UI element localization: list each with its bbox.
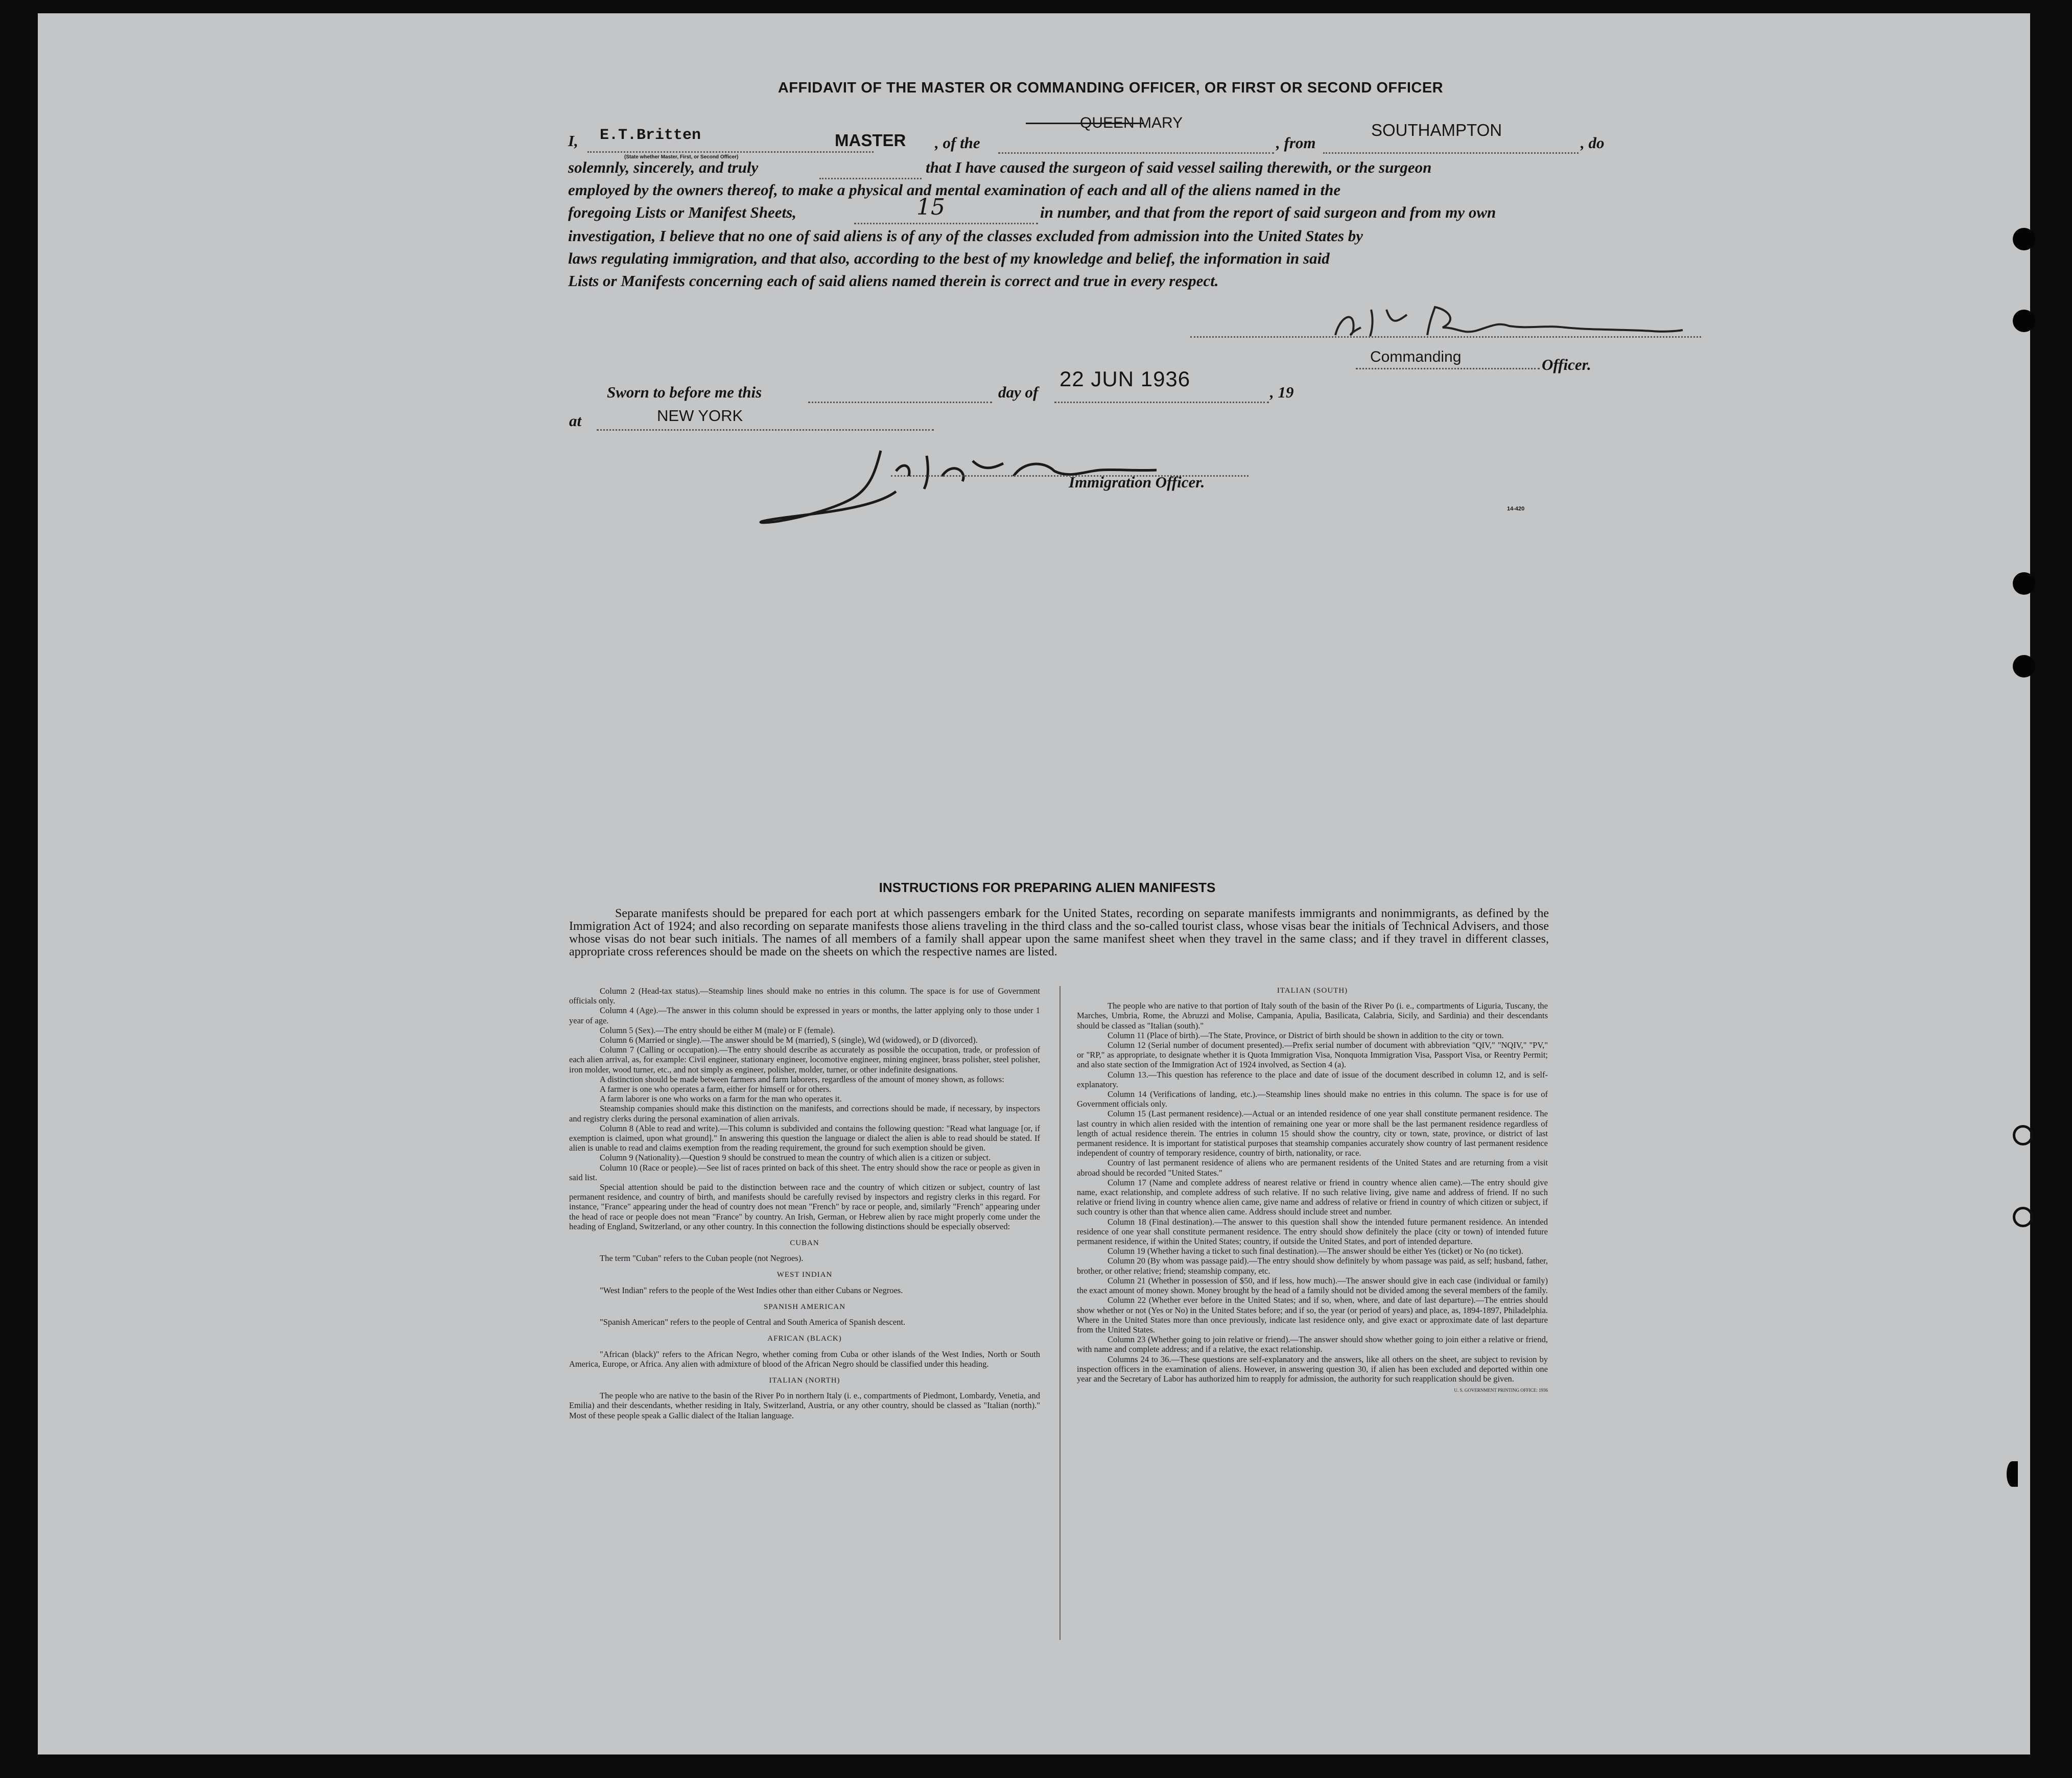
officer-name-line (587, 151, 874, 153)
italian-north-para: The people who are native to the basin of the River Po in northern Italy (i. e., compartments of Piedmont, Lombardy, Venetia, and Emilia) and their descendants, whether residing in Italy, Switzerland, Austria, or any other country, should be classed as "Italian (north)." Most of these people speak a Gallic dialect of the Italian language. (569, 1391, 1040, 1420)
line2-blank (819, 178, 922, 179)
affidavit-i: I, (568, 132, 578, 150)
manifest-sheet (38, 13, 2030, 1754)
west-indian-para: "West Indian" refers to the people of the West Indies other than either Cubans or Negroes. (600, 1285, 903, 1295)
sheet-count-line (854, 223, 1038, 224)
left-para: Column 8 (Able to read and write).—This column is subdivided and contains the following question: "Read what language [or, if exemption is claimed, upon what ground]." In answering this question the language or dialect the alien is able to read should be stated. If alien is unable to read and claims exemption from the reading requirement, the ground for such exemption should be given. (569, 1123, 1040, 1153)
affidavit-line2-start: solemnly, sincerely, and truly (568, 158, 759, 176)
sworn-day-line (808, 402, 992, 403)
binder-hole (2013, 310, 2035, 332)
binder-hole (2007, 1461, 2018, 1487)
heading-african: AFRICAN (BLACK) (767, 1335, 842, 1343)
right-para: The people who are native to that portion of Italy south of the basin of the River Po (i. e., compartments of Liguria, Tuscany, the Marches, Umbria, Rome, the Abruzzi and Molise, Campania, Apulia, Basilicata, Calabria, Sicily, and Sardinia) and their descendants should be classed as "Italian (south)." (1077, 1001, 1548, 1031)
affidavit-title: AFFIDAVIT OF THE MASTER OR COMMANDING OFFICER, OR FIRST OR SECOND OFFICER (778, 80, 1444, 96)
right-para: Column 14 (Verifications of landing, etc.).—Steamship lines should make no entries in this column. The space is for use of Government officials only. (1077, 1089, 1548, 1109)
officer-name: E.T.Britten (600, 127, 701, 144)
affidavit-do: , do (1581, 134, 1605, 152)
sworn-place-line (597, 429, 934, 431)
rank-note: (State whether Master, First, or Second Officer) (624, 154, 739, 160)
right-para: Column 12 (Serial number of document presented).—Prefix serial number of document with abbreviation "QIV," "NQIV," "PV," or "RP," as appropriate, to designate whether it is Quota Immigration Visa, Nonquota Immigration Visa, Passport Visa, or Reentry Permit; and also state section of the Immigration Act of 1924 involved, as Section 4 (a). (1077, 1040, 1548, 1070)
affidavit-line3: employed by the owners thereof, to make a physical and mental examination of each and all of the aliens named in the (568, 181, 1341, 199)
right-para: Column 20 (By whom was passage paid).—The entry should show definitely by whom passage was paid, as self; husband, father, brother, or other relative; friend; steamship company, etc. (1077, 1256, 1548, 1276)
heading-west-indian: WEST INDIAN (776, 1271, 833, 1279)
instructions-title: INSTRUCTIONS FOR PREPARING ALIEN MANIFESTS (879, 880, 1216, 895)
cuban-para: The term "Cuban" refers to the Cuban people (not Negroes). (600, 1253, 804, 1264)
left-para: A farm laborer is one who works on a farm for the man who operates it. (600, 1094, 842, 1104)
departure-port: SOUTHAMPTON (1371, 121, 1502, 139)
form-number: 14-420 (1507, 506, 1525, 512)
commanding-line (1356, 368, 1540, 369)
officer-rank: MASTER (835, 131, 906, 150)
sheet-count: 15 (916, 194, 945, 220)
sworn-at: at (569, 412, 582, 430)
left-para: Steamship companies should make this distinction on the manifests, and corrections should be made, if necessary, by inspectors and registry clerks during the personal examination of alien arrivals. (569, 1104, 1040, 1124)
left-para: Column 9 (Nationality).—Question 9 should be construed to mean the country of which alien is a citizen or subject. (600, 1153, 991, 1163)
instructions-left-column (569, 986, 1040, 1420)
left-para: Column 2 (Head-tax status).—Steamship lines should make no entries in this column. The space is for use of Government officials only. (569, 986, 1040, 1006)
right-para: Column 19 (Whether having a ticket to such final destination).—The answer should be either Yes (ticket) or No (no ticket). (1108, 1246, 1523, 1256)
instructions-right-column (1077, 986, 1548, 1395)
affidavit-line4-end: in number, and that from the report of said surgeon and from my own (1040, 203, 1496, 221)
right-para: Country of last permanent residence of aliens who are permanent residents of the United States and are returning from a visit abroad should be recorded "United States." (1077, 1158, 1548, 1178)
affidavit-line2-end: that I have caused the surgeon of said vessel sailing therewith, or the surgeon (926, 158, 1432, 176)
affidavit-of-the: , of the (935, 134, 980, 152)
right-para: Columns 24 to 36.—These questions are self-explanatory and the answers, like all others on the sheet, are subject to revision by inspection officers in the examination of aliens. However, in answering question 30, if alien has been excluded and deported within one year and the Secretary of Labor has authorized him to reapply for admission, the authority for such reapplication should be given. (1077, 1354, 1548, 1384)
left-para: Column 7 (Calling or occupation).—The entry should describe as accurately as possible the occupation, trade, or profession of each alien arrival, as, for example: Civil engineer, stationary engineer, locomotive engineer, mining engineer, brass polisher, steel polisher, iron molder, wood turner, etc., and not simply as engineer, polisher, molder, turner, or other indefinite designations. (569, 1045, 1040, 1074)
commanding-stamp: Commanding (1370, 348, 1462, 365)
right-para: Column 23 (Whether going to join relative or friend).—The answer should show whether going to join either a relative or friend, with name and complete address; and if a relative, the exact relationship. (1077, 1335, 1548, 1354)
affidavit-from: , from (1276, 134, 1316, 152)
immigration-officer-label: Immigration Officer. (1069, 473, 1205, 491)
left-para: Column 4 (Age).—The answer in this column should be expressed in years or months, the latter applying only to those under 1 year of age. (569, 1005, 1040, 1025)
vessel-name: QUEEN MARY (1080, 114, 1183, 131)
vessel-strike (1026, 123, 1143, 124)
left-para: Special attention should be paid to the distinction between race and the country of which citizen or subject, country of last permanent residence, and country of birth, and manifests should be carefully revised by inspectors and registry clerks in this regard. For instance, "France" appearing under the head of country does not mean "French" by race or people, and, similarly "French" appearing under the head of race or people does not mean "France" by country. An Irish, German, or Hebrew alien by race might properly come under the heading of England, Switzerland, or any other country. In this connection the following distinctions should be especially observed: (569, 1182, 1040, 1231)
sworn-year: , 19 (1270, 383, 1294, 401)
heading-italian-south: ITALIAN (SOUTH) (1277, 987, 1348, 995)
right-para: Column 11 (Place of birth).—The State, Province, or District of birth should be shown in addition to the city or town. (1108, 1030, 1504, 1040)
left-para: A farmer is one who operates a farm, either for himself or for others. (600, 1084, 832, 1094)
heading-spanish-american: SPANISH AMERICAN (763, 1302, 846, 1311)
heading-cuban: CUBAN (790, 1239, 819, 1248)
affidavit-line5: investigation, I believe that no one of said aliens is of any of the classes excluded from admission into the United States by (568, 227, 1363, 245)
left-para: A distinction should be made between farmers and farm laborers, regardless of the amount of money shown, as follows: (600, 1074, 1004, 1084)
binder-hole (2013, 1207, 2033, 1227)
binder-hole (2013, 228, 2035, 250)
column-divider (1059, 986, 1061, 1640)
right-para: Column 18 (Final destination).—The answer to this question shall show the intended future permanent residence. An intended residence of one year shall constitute permanent residence. The entry should show definitely the place (city or town) of intended future permanent residence, if within the United States; country, if outside the United States, and port of intended departure. (1077, 1216, 1548, 1247)
affidavit-line6: laws regulating immigration, and that also, according to the best of my knowledge and belief, the information in said (568, 249, 1330, 267)
right-para: Column 13.—This question has reference to the place and date of issue of the document described in column 12, and is self-explanatory. (1077, 1069, 1548, 1089)
left-para: Column 10 (Race or people).—See list of races printed on back of this sheet. The entry should show the race or people as given in said list. (569, 1162, 1040, 1182)
commanding-officer-label: Officer. (1542, 356, 1591, 373)
binder-hole (2013, 1125, 2033, 1145)
printer-note: U. S. GOVERNMENT PRINTING OFFICE: 1936 (1454, 1388, 1548, 1393)
binder-hole (2013, 572, 2035, 595)
sworn-text: Sworn to before me this (607, 383, 762, 401)
officer-signature (1325, 299, 1693, 345)
sworn-date-line (1054, 402, 1269, 403)
vessel-line (998, 152, 1274, 154)
binder-hole (2013, 655, 2035, 677)
african-para: "African (black)" refers to the African Negro, whether coming from Cuba or other islands of the West Indies, North or South America, Europe, or Africa. Any alien with admixture of blood of the African Negro should be classified under this heading. (569, 1349, 1040, 1369)
affidavit-line4-start: foregoing Lists or Manifest Sheets, (568, 203, 796, 221)
instructions-intro: Separate manifests should be prepared for each port at which passengers embark for the United States, recording on separate manifests immigrants and nonimmigrants, as defined by the Immigration Act of 1924; and also recording on separate manifests those aliens traveling in the third class and the so-called tourist class, whose visas bear the initials of Technical Advisers, and those whose visas do not bear such initials. The names of all members of a family shall appear upon the same manifest sheet when they travel in the same class; and if they travel in different classes, appropriate cross references should be made on the sheets on which the respective names are listed. (569, 907, 1549, 958)
sworn-date: 22 JUN 1936 (1059, 367, 1191, 391)
port-line (1323, 152, 1579, 154)
left-para: Column 5 (Sex).—The entry should be either M (male) or F (female). (600, 1025, 835, 1035)
right-para: Column 15 (Last permanent residence).—Actual or an intended residence of one year shall constitute permanent residence. The last country in which alien resided with the intention of remaining one year or more shall be the last permanent residence regardless of length of actual residence therein. The entries in column 15 should show the country, city or town, state, province, or district of last permanent residence. It is important for statistical purposes that steamship companies accurately show country of last permanent residence independent of country of temporary residence, country of birth, nationality, or race. (1077, 1109, 1548, 1158)
sworn-day-of: day of (998, 383, 1039, 401)
heading-italian-north: ITALIAN (NORTH) (769, 1376, 840, 1385)
right-para: Column 21 (Whether in possession of $50, and if less, how much).—The answer should give in each case (individual or family) the exact amount of money shown. Money brought by the head of a family should not be divided among the several members of the family. (1077, 1275, 1548, 1296)
right-para: Column 22 (Whether ever before in the United States; and if so, when, where, and date of last departure).—The entries should show whether or not (Yes or No) in the United States before; and if so, the year (or period of years) and place, as, 1894-1897, Philadelphia. Where in the United States more than once previously, indicate last residence only, and give exact or approximate date of last departure from the United States. (1077, 1295, 1548, 1335)
sworn-place: NEW YORK (657, 407, 743, 425)
left-para: Column 6 (Married or single).—The answer should be M (married), S (single), Wd (widowed), or D (divorced). (600, 1035, 978, 1045)
right-para: Column 17 (Name and complete address of nearest relative or friend in country whence alien came).—The entry should give name, exact relationship, and complete address of such relative. If no such relative living, give name and address of friend. If no such relative or friend living in country whence alien came, give name and address of relative or friend in country of which citizen or subject, if such country is other than that whence alien came. Address should include street and number. (1077, 1177, 1548, 1217)
spanish-american-para: "Spanish American" refers to the people of Central and South America of Spanish descent. (600, 1317, 906, 1327)
affidavit-line7: Lists or Manifests concerning each of said aliens named therein is correct and true in every respect. (568, 272, 1219, 290)
